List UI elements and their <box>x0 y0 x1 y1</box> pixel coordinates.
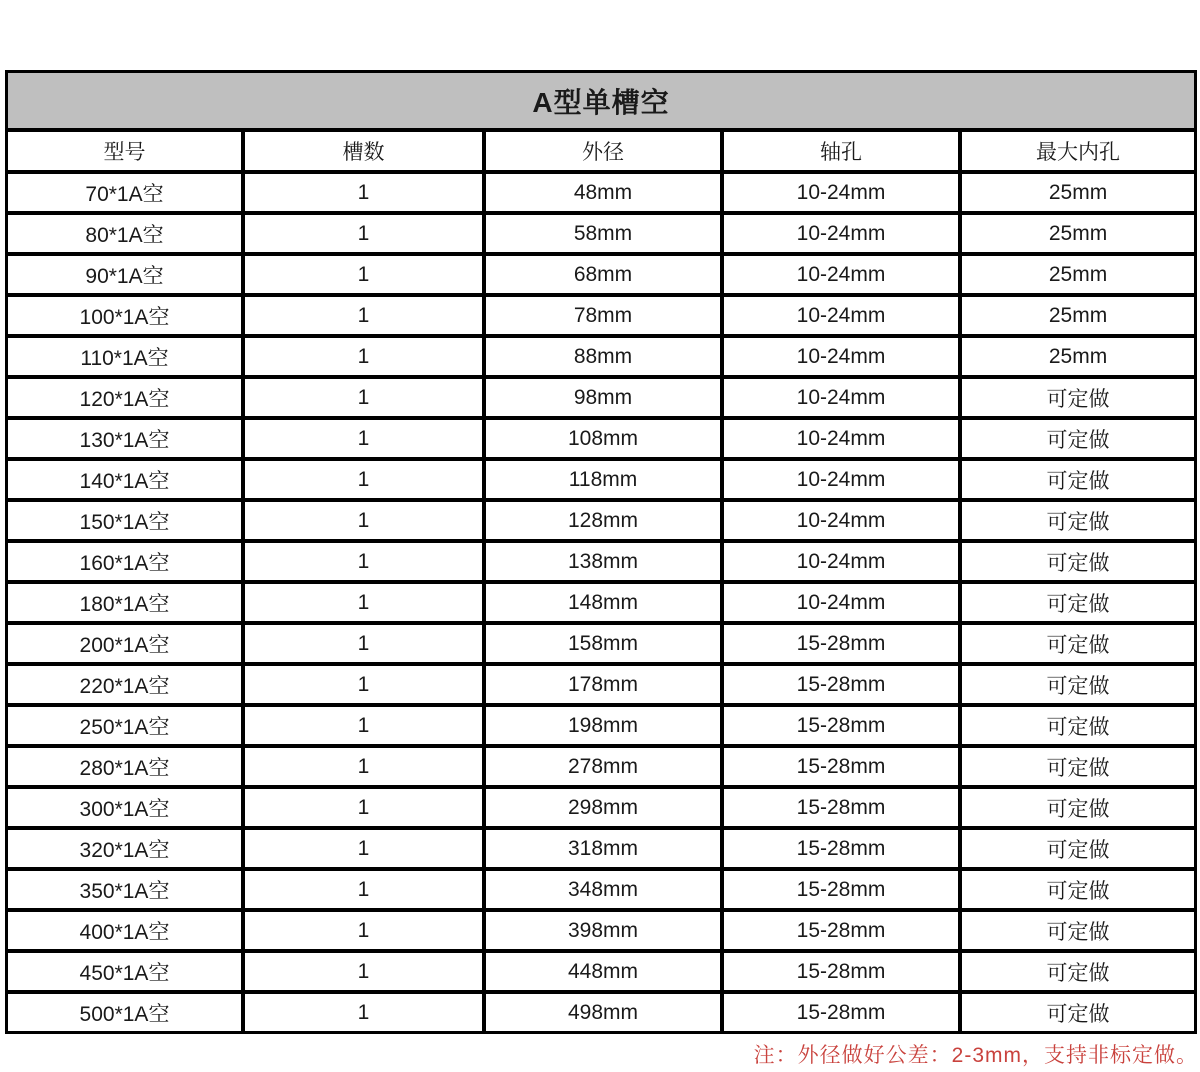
table-cell: 1 <box>243 254 484 295</box>
table-row <box>6 787 1196 828</box>
table-cell: 198mm <box>484 705 722 746</box>
table-cell: 10-24mm <box>722 295 960 336</box>
table-cell: 1 <box>243 664 484 705</box>
table-row <box>6 705 1196 746</box>
table-cell: 10-24mm <box>722 541 960 582</box>
table-cell: 1 <box>243 377 484 418</box>
table-cell: 1 <box>243 992 484 1033</box>
table-cell: 可定做 <box>960 992 1196 1033</box>
table-cell: 10-24mm <box>722 377 960 418</box>
table-cell: 200*1A空 <box>6 623 243 664</box>
table-cell: 10-24mm <box>722 459 960 500</box>
table-row <box>6 623 1196 664</box>
table-cell: 1 <box>243 541 484 582</box>
table-cell: 1 <box>243 500 484 541</box>
column-header: 外径 <box>484 130 722 172</box>
table-cell: 可定做 <box>960 500 1196 541</box>
table-cell: 220*1A空 <box>6 664 243 705</box>
table-row <box>6 418 1196 459</box>
table-cell: 10-24mm <box>722 500 960 541</box>
table-row <box>6 459 1196 500</box>
table-cell: 58mm <box>484 213 722 254</box>
table-row <box>6 992 1196 1033</box>
table-cell: 120*1A空 <box>6 377 243 418</box>
table-cell: 1 <box>243 582 484 623</box>
table-cell: 180*1A空 <box>6 582 243 623</box>
column-header: 槽数 <box>243 130 484 172</box>
table-cell: 可定做 <box>960 828 1196 869</box>
table-cell: 15-28mm <box>722 623 960 664</box>
table-cell: 68mm <box>484 254 722 295</box>
table-cell: 15-28mm <box>722 951 960 992</box>
table-cell: 可定做 <box>960 623 1196 664</box>
table-cell: 88mm <box>484 336 722 377</box>
table-cell: 318mm <box>484 828 722 869</box>
table-cell: 15-28mm <box>722 828 960 869</box>
table-cell: 10-24mm <box>722 213 960 254</box>
table-row <box>6 172 1196 213</box>
table-cell: 400*1A空 <box>6 910 243 951</box>
table-cell: 100*1A空 <box>6 295 243 336</box>
table-cell: 78mm <box>484 295 722 336</box>
table-row <box>6 254 1196 295</box>
table-cell: 98mm <box>484 377 722 418</box>
table-cell: 148mm <box>484 582 722 623</box>
table-cell: 48mm <box>484 172 722 213</box>
table-cell: 1 <box>243 746 484 787</box>
table-cell: 可定做 <box>960 910 1196 951</box>
table-cell: 1 <box>243 623 484 664</box>
table-row <box>6 377 1196 418</box>
table-cell: 158mm <box>484 623 722 664</box>
table-cell: 110*1A空 <box>6 336 243 377</box>
table-cell: 1 <box>243 295 484 336</box>
table-cell: 15-28mm <box>722 705 960 746</box>
table-cell: 1 <box>243 459 484 500</box>
table-row <box>6 213 1196 254</box>
table-cell: 10-24mm <box>722 418 960 459</box>
table-cell: 10-24mm <box>722 254 960 295</box>
table-row <box>6 828 1196 869</box>
table-cell: 448mm <box>484 951 722 992</box>
table-row <box>6 500 1196 541</box>
table-cell: 25mm <box>960 213 1196 254</box>
table-cell: 可定做 <box>960 705 1196 746</box>
table-row <box>6 869 1196 910</box>
table-cell: 可定做 <box>960 418 1196 459</box>
table-cell: 1 <box>243 418 484 459</box>
table-cell: 108mm <box>484 418 722 459</box>
table-row <box>6 336 1196 377</box>
table-cell: 1 <box>243 336 484 377</box>
column-header: 型号 <box>6 130 243 172</box>
table-cell: 可定做 <box>960 459 1196 500</box>
table-cell: 可定做 <box>960 787 1196 828</box>
table-cell: 498mm <box>484 992 722 1033</box>
table-cell: 25mm <box>960 172 1196 213</box>
table-cell: 1 <box>243 951 484 992</box>
table-row <box>6 910 1196 951</box>
table-cell: 25mm <box>960 295 1196 336</box>
table-cell: 500*1A空 <box>6 992 243 1033</box>
table-cell: 150*1A空 <box>6 500 243 541</box>
table-cell: 15-28mm <box>722 869 960 910</box>
table-cell: 1 <box>243 910 484 951</box>
table-title: A型单槽空 <box>6 71 1196 130</box>
table-cell: 25mm <box>960 336 1196 377</box>
table-row <box>6 541 1196 582</box>
table-cell: 280*1A空 <box>6 746 243 787</box>
footnote: 注：外径做好公差：2-3mm，支持非标定做。 <box>753 1044 1198 1067</box>
table-cell: 350*1A空 <box>6 869 243 910</box>
table-cell: 1 <box>243 213 484 254</box>
table-cell: 80*1A空 <box>6 213 243 254</box>
table-cell: 15-28mm <box>722 787 960 828</box>
table-cell: 15-28mm <box>722 664 960 705</box>
table-cell: 1 <box>243 828 484 869</box>
table-cell: 250*1A空 <box>6 705 243 746</box>
table-cell: 178mm <box>484 664 722 705</box>
table-cell: 可定做 <box>960 746 1196 787</box>
table-cell: 15-28mm <box>722 910 960 951</box>
table-cell: 1 <box>243 705 484 746</box>
table-cell: 可定做 <box>960 541 1196 582</box>
table-cell: 128mm <box>484 500 722 541</box>
table-row <box>6 295 1196 336</box>
table-cell: 可定做 <box>960 582 1196 623</box>
table-row <box>6 746 1196 787</box>
table-cell: 130*1A空 <box>6 418 243 459</box>
table-cell: 1 <box>243 787 484 828</box>
table-cell: 可定做 <box>960 377 1196 418</box>
table-cell: 118mm <box>484 459 722 500</box>
table-cell: 348mm <box>484 869 722 910</box>
table-cell: 70*1A空 <box>6 172 243 213</box>
title-row <box>6 71 1196 130</box>
table-cell: 15-28mm <box>722 746 960 787</box>
table-cell: 1 <box>243 172 484 213</box>
table-cell: 138mm <box>484 541 722 582</box>
table-row <box>6 582 1196 623</box>
table-cell: 450*1A空 <box>6 951 243 992</box>
table-cell: 298mm <box>484 787 722 828</box>
table-cell: 140*1A空 <box>6 459 243 500</box>
table-cell: 15-28mm <box>722 992 960 1033</box>
column-header: 最大内孔 <box>960 130 1196 172</box>
column-header: 轴孔 <box>722 130 960 172</box>
table-cell: 320*1A空 <box>6 828 243 869</box>
spec-table <box>5 70 1197 1034</box>
table-cell: 25mm <box>960 254 1196 295</box>
table-cell: 160*1A空 <box>6 541 243 582</box>
table-cell: 10-24mm <box>722 336 960 377</box>
table-cell: 可定做 <box>960 664 1196 705</box>
table-cell: 可定做 <box>960 869 1196 910</box>
table-cell: 278mm <box>484 746 722 787</box>
table-cell: 10-24mm <box>722 172 960 213</box>
table-cell: 300*1A空 <box>6 787 243 828</box>
table-cell: 1 <box>243 869 484 910</box>
table-cell: 90*1A空 <box>6 254 243 295</box>
table-cell: 398mm <box>484 910 722 951</box>
table-cell: 10-24mm <box>722 582 960 623</box>
table-row <box>6 951 1196 992</box>
table-cell: 可定做 <box>960 951 1196 992</box>
header-row <box>6 130 1196 172</box>
table-row <box>6 664 1196 705</box>
